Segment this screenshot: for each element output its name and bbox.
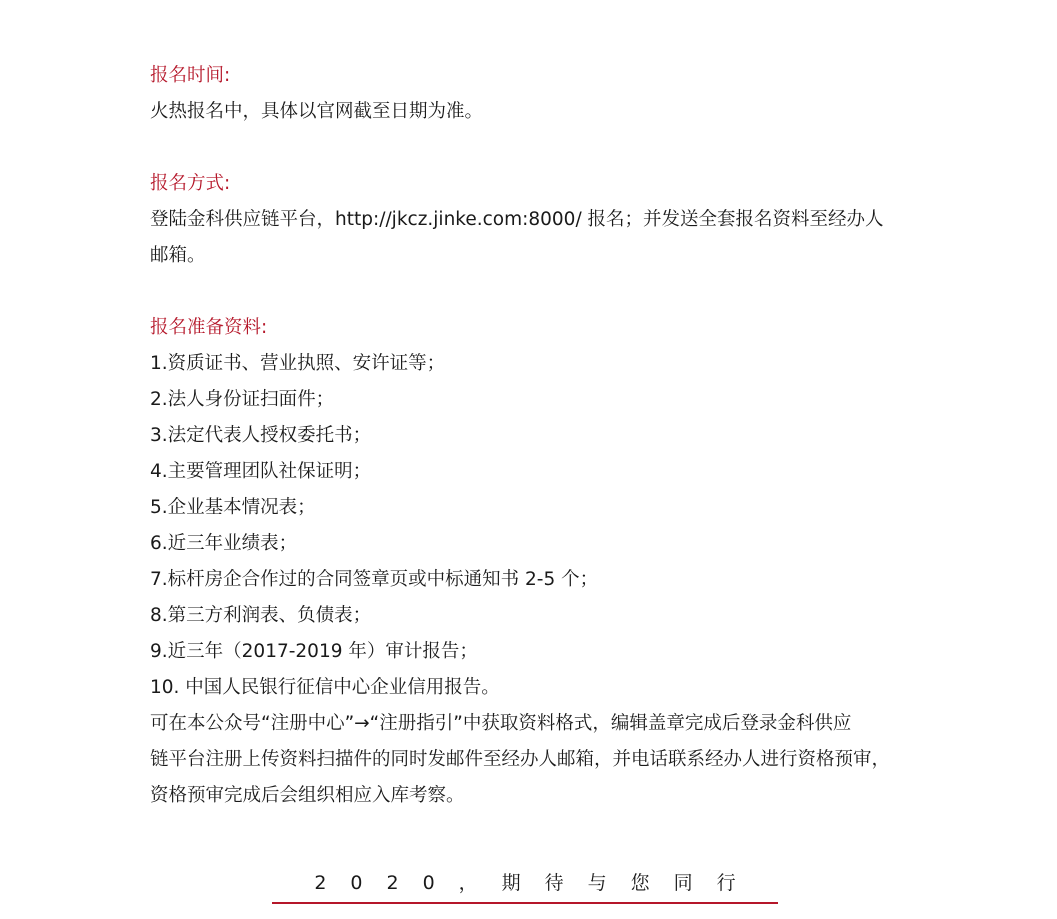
registration-time-heading: 报名时间: <box>150 65 231 86</box>
materials-list-item: 8.第三方利润表、负债表； <box>150 605 372 626</box>
materials-note-line-2: 链平台注册上传资料扫描件的同时发邮件至经办人邮箱，并电话联系经办人进行资格预审， <box>150 749 891 770</box>
section-spacer <box>150 274 940 310</box>
footer <box>272 866 778 904</box>
materials-note-line-3: 资格预审完成后会组织相应入库考察。 <box>150 785 465 806</box>
registration-method-heading: 报名方式: <box>150 173 231 194</box>
materials-list-item: 1.资质证书、营业执照、安许证等； <box>150 353 446 374</box>
materials-list-item: 9.近三年（2017-2019 年）审计报告； <box>150 641 478 662</box>
document-body <box>150 58 940 814</box>
materials-note-line-1: 可在本公众号“注册中心”→“注册指引”中获取资料格式，编辑盖章完成后登录金科供应 <box>150 713 852 734</box>
registration-method-line-2: 邮箱。 <box>150 245 206 266</box>
materials-list-item: 5.企业基本情况表； <box>150 497 316 518</box>
footer-divider <box>272 902 778 904</box>
registration-method-line-1: 登陆金科供应链平台，http://jkcz.jinke.com:8000/ 报名；并发送全套报名资料至经办人 <box>150 209 884 230</box>
materials-list-item: 3.法定代表人授权委托书； <box>150 425 372 446</box>
materials-list-item: 4.主要管理团队社保证明； <box>150 461 372 482</box>
materials-list-item: 6.近三年业绩表； <box>150 533 298 554</box>
registration-time-text: 火热报名中，具体以官网截至日期为准。 <box>150 101 484 122</box>
section-spacer <box>150 130 940 166</box>
materials-list-item: 10. 中国人民银行征信中心企业信用报告。 <box>150 677 500 698</box>
materials-heading: 报名准备资料: <box>150 317 268 338</box>
materials-list-item: 7.标杆房企合作过的合同签章页或中标通知书 2-5 个； <box>150 569 599 590</box>
materials-list-item: 2.法人身份证扫面件； <box>150 389 335 410</box>
footer-slogan: 2020，期待与您同行 <box>314 872 760 894</box>
